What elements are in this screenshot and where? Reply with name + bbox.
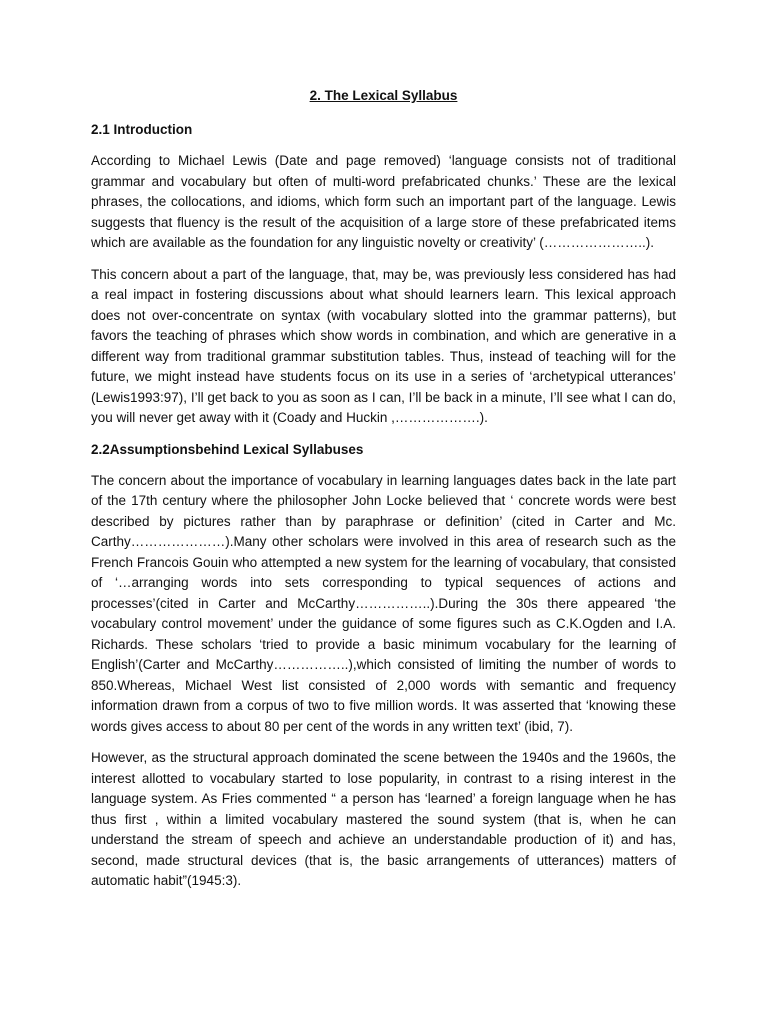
paragraph-structural-approach: However, as the structural approach dominated the scene between the 1940s and the 1960s, the interest allotted to vocabulary started to lose popularity, in contrast to a rising interest in the language system. As Fries commented “ a person has ‘learned’ a foreign language when he has thus first , within a limited vocabulary mastered the sound system (that is, when he can understand the stream of speech and achieve an understandable production of it) and has, second, made structural devices (that is, the basic arrangements of utterances) matters of automatic habit”(1945:3). (91, 750, 676, 888)
section-heading-assumptions: 2.2Assumptionsbehind Lexical Syllabuses (91, 441, 364, 457)
section-heading-introduction: 2.1 Introduction (91, 122, 193, 137)
paragraph-vocabulary-history: The concern about the importance of vocabulary in learning languages dates back in the late part of the 17th century where the philosopher John Locke believed that ‘ concrete words were best described by pictures rather than by paraphrase or definition’ (cited in Carter and Mc. Carthy…………………).Many other scholars were involved in this area of research such as the French Francois Gouin who attempted a new system for the learning of vocabulary, that consisted of ‘…arranging words into sets corresponding to typical sequences of actions and processes’(cited in Carter and McCarthy……………..).During the 30s there appeared ‘the vocabulary control movement’ under the guidance of some figures such as C.K.Ogden and I.A. Richards. These scholars ‘tried to provide a basic minimum vocabulary for the learning of English’(Carter and McCarthy……………..),which consisted of limiting the number of words to 850.Whereas, Michael West list consisted of 2,000 words with semantic and frequency information drawn from a corpus of two to five million words. It was asserted that ‘knowing these words gives access to about 80 per cent of the words in any written text’ (ibid, 7). (91, 472, 676, 734)
document-page (91, 86, 676, 903)
paragraph-lewis-chunks: According to Michael Lewis (Date and page removed) ‘language consists not of traditional grammar and vocabulary but often of multi-word prefabricated chunks.’ These are the lexical phrases, the collocations, and idioms, which form such an important part of the language. Lewis suggests that fluency is the result of the acquisition of a large store of these prefabricated items which are available as the foundation for any linguistic novelty or creativity’ (…………………..). (91, 153, 676, 250)
document-title: 2. The Lexical Syllabus (309, 88, 458, 103)
paragraph-lexical-approach: This concern about a part of the language, that, may be, was previously less considered has had a real impact in fostering discussions about what should learners learn. This lexical approach does not over-concentrate on syntax (with vocabulary slotted into the grammar patterns), but favors the teaching of phrases which show words in combination, and which are generative in a different way from traditional grammar substitution tables. Thus, instead of teaching will for the future, we might instead have students focus on its use in a series of ‘archetypical utterances’ (Lewis1993:97), I’ll get back to you as soon as I can, I’ll be back in a minute, I’ll see what I can do, you will never get away with it (Coady and Huckin ,……………….). (91, 266, 676, 425)
